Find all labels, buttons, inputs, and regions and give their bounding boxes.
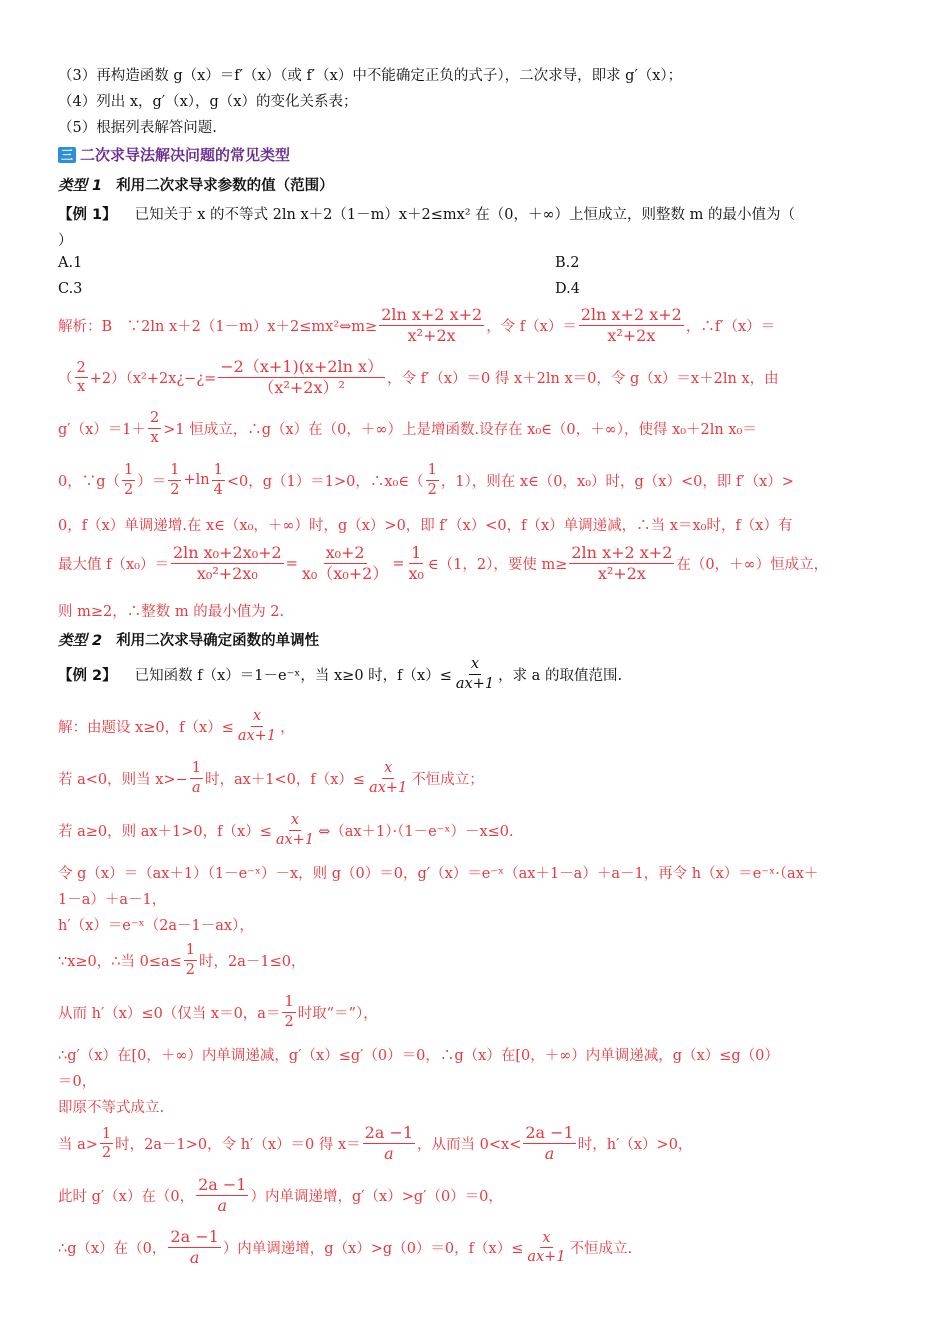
fraction-2-over-x-b [148, 410, 161, 446]
frac-num: x [382, 760, 394, 779]
fraction-half-c [426, 462, 439, 498]
solution1-text-g1: 则 m≥2，∴整数 m 的最小值为 2. [58, 604, 285, 620]
s2-text-2e: 不恒成立； [411, 771, 484, 788]
s2-text-2b: 时，ax＋1<0，f（x）≤ [204, 771, 366, 788]
fraction-s12a [100, 1126, 113, 1162]
frac-num: 2ln x+2 x+2 [379, 306, 484, 326]
s2-text-11: 即原不等式成立. [58, 1100, 165, 1116]
s2-text-8e: 时取“＝”）， [297, 1005, 378, 1022]
fraction-s2a [190, 760, 203, 796]
frac-den: a [192, 779, 201, 796]
solution1-line7 [58, 600, 894, 621]
section-heading [58, 144, 894, 165]
options-row-2 [58, 281, 894, 297]
step-4 [58, 90, 894, 111]
s2-text-7: ∵x≥0，∴当 0≤a≤ [58, 953, 182, 970]
solution1-line6: 最大值 f（x₀）＝ $\frac{\text{2ln x₀+2x₀+2}}{\text{x₀²+2x₀}}$ = $\frac{\text{x₀+2}}{\text{x₀（x₀+2）}}$ = $\frac{1}{\text{x₀}}$ ∈（1，2），要使 m≥ $\frac{\text{2ln x+2 x+2}}{\text{x²+2x}}$ 在（0，＋∞）恒成立， [58, 543, 829, 584]
fraction-max-1 [171, 544, 284, 584]
frac-den: 2 [101, 1145, 112, 1162]
type1-title: 利用二次求导求参数的值（范围） [116, 178, 334, 194]
frac-den: ax+1 [455, 675, 495, 692]
solution1-text-d1: 0，∵g（ [58, 473, 121, 490]
example1-close [58, 229, 894, 250]
solution2-line6 [58, 914, 894, 935]
frac-num: 1 [190, 760, 203, 779]
options-row-1 [58, 255, 894, 271]
s2-text-6: h′（x）＝e⁻ˣ（2a－1－ax）， [58, 918, 254, 934]
frac-den: ax+1 [369, 779, 408, 796]
fraction-s14b [525, 1230, 567, 1266]
solution1-text-b2: +2）（x²+2x¿−¿= [89, 371, 217, 388]
frac-den: 2 [284, 1013, 294, 1030]
section-number-icon: 三 [58, 147, 76, 163]
solution2-line10 [58, 1070, 894, 1091]
frac-num: 1 [184, 942, 197, 961]
type2-heading [58, 629, 894, 650]
solution2-line2 [58, 760, 894, 796]
type2-label: 类型 2 [58, 633, 103, 649]
solution1-text-a3: ，∴f′（x）＝ [685, 319, 776, 336]
solution2-line14 [58, 1228, 894, 1268]
s2-text-1: 解：由题设 x≥0，f（x）≤ [58, 719, 234, 736]
frac-den: ax+1 [527, 1249, 566, 1266]
solution1-text-d5: ，1），则在 x∈（0，x₀）时，g（x）<0，即 f′（x）> [440, 473, 794, 490]
frac-den: x [77, 379, 86, 396]
frac-den: ax+1 [275, 831, 315, 848]
s2-text-12: 当 a> [58, 1137, 98, 1154]
solution1-line1 [58, 306, 894, 346]
frac-num: 1 [282, 994, 295, 1013]
fraction-max-4 [569, 544, 674, 584]
example1-question [58, 203, 894, 224]
frac-num: 2a −1 [363, 1124, 415, 1144]
solution1-text-d2: ）＝ [137, 473, 167, 490]
frac-den: x [150, 429, 159, 446]
frac-den: x₀ [408, 564, 424, 584]
frac-den: 2 [427, 481, 437, 498]
frac-num: 2 [148, 410, 161, 429]
fraction-f-2 [579, 306, 684, 346]
frac-num: 2a −1 [196, 1176, 248, 1196]
frac-den: ax+1 [237, 727, 277, 744]
fraction-half-a [122, 462, 135, 498]
frac-num: 2ln x+2 x+2 [569, 544, 674, 564]
frac-den: a [189, 1248, 200, 1268]
s2-text-3e: ⇔（ax＋1）·（1－e⁻ˣ）－x≤0. [318, 823, 514, 840]
frac-num: x₀+2 [324, 544, 367, 564]
solution1-text-c1: g′（x）＝1＋ [58, 421, 146, 438]
solution2-line9 [58, 1044, 894, 1065]
example2-text-1: 已知函数 f（x）＝1－e⁻ˣ，当 x≥0 时，f（x）≤ [134, 667, 452, 684]
s2-text-13e: ）内单调递增，g′（x）>g′（0）＝0， [250, 1189, 503, 1206]
fraction-max-3 [406, 544, 425, 584]
frac-den: 2 [170, 481, 180, 498]
frac-den: x²+2x [607, 326, 656, 346]
step-4-text: （4）列出 x，g′（x），g（x）的变化关系表； [58, 94, 358, 110]
solution2-line3 [58, 812, 894, 848]
example1-close-paren: ） [58, 233, 73, 249]
frac-num: 2ln x₀+2x₀+2 [171, 544, 284, 564]
solution2-line12 [58, 1124, 894, 1164]
frac-num: −2（x+1)(x+2ln x） [218, 358, 385, 378]
frac-num: 1 [426, 462, 439, 481]
s2-text-10: ＝0， [58, 1074, 97, 1090]
fraction-quarter [212, 462, 225, 498]
type1-heading [58, 174, 894, 195]
frac-den: a [544, 1144, 555, 1164]
s2-text-2: 若 a<0，则当 x>− [58, 771, 188, 788]
solution1-text-d4: <0，g（1）＝1>0，∴x₀∈（ [226, 473, 424, 490]
step-3-text: （3）再构造函数 g（x）＝f′（x）（或 f′（x）中不能确定正负的式子），二次求导，即求 g′（x）； [58, 68, 683, 84]
solution2-line1 [58, 708, 894, 744]
example2-tag: 【例 2】 [58, 667, 117, 684]
solution1-line2 [58, 358, 894, 398]
s2-text-1e: ， [280, 719, 295, 736]
solution2-line4 [58, 862, 894, 883]
solution1-text-f5: 在（0，＋∞）恒成立， [676, 557, 829, 574]
step-5-text: （5）根据列表解答问题. [58, 120, 217, 136]
option-c: C.3 [58, 281, 83, 297]
s2-text-13: 此时 g′（x）在（0， [58, 1189, 195, 1206]
fraction-derivative [218, 358, 385, 398]
example1-text: 已知关于 x 的不等式 2ln x＋2（1－m）x＋2≤mx² 在（0，＋∞）上恒成立，则整数 m 的最小值为（ [134, 207, 796, 223]
s2-text-8: 从而 h′（x）≤0（仅当 x＝0，a＝ [58, 1005, 281, 1022]
fraction-s13 [196, 1176, 248, 1216]
solution1-text-b0: （ [58, 371, 73, 388]
fraction-s14a [168, 1228, 220, 1268]
s2-text-14b: ）内单调递增，g（x）>g（0）＝0，f（x）≤ [222, 1241, 524, 1258]
s2-text-4: 令 g（x）＝（ax＋1）（1－e⁻ˣ）－x，则 g（0）＝0，g′（x）＝e⁻ˣ（ax＋1－a）＋a－1，再令 h（x）＝e⁻ˣ·（ax＋ [58, 866, 819, 882]
frac-den: 4 [213, 481, 223, 498]
example1-tag: 【例 1】 [58, 207, 117, 223]
fraction-s3 [274, 812, 316, 848]
solution1-text-c2: >1 恒成立，∴g（x）在（0，＋∞）上是增函数.设存在 x₀∈（0，＋∞），使得 x₀＋2ln x₀＝ [163, 421, 757, 438]
frac-num: 1 [168, 462, 181, 481]
fraction-s12b [363, 1124, 415, 1164]
frac-den: （x²+2x）² [258, 378, 345, 398]
step-5 [58, 116, 894, 137]
frac-num: 1 [122, 462, 135, 481]
frac-den: a [384, 1144, 394, 1164]
frac-den: x₀（x₀+2） [301, 564, 389, 584]
s2-text-12e: 时，h′（x）>0， [577, 1137, 693, 1154]
frac-den: 2 [185, 961, 196, 978]
s2-text-14e: 不恒成立. [569, 1241, 633, 1258]
solution1-text-a1: 解析：B ∵2ln x＋2（1－m）x＋2≤mx²⇔m≥ [58, 319, 378, 336]
solution2-line11 [58, 1096, 894, 1117]
solution1-text-b4: ，令 f′（x）＝0 得 x＋2ln x＝0，令 g（x）＝x＋2ln x，由 [387, 371, 779, 388]
fraction-s1 [236, 708, 278, 744]
solution1-text-d3: +ln [183, 472, 210, 489]
solution1-text-f4: ∈（1，2），要使 m≥ [427, 557, 568, 574]
solution2-line7 [58, 942, 894, 978]
example2-text-2: ，求 a 的取值范围. [498, 667, 623, 684]
solution1-line3 [58, 410, 894, 446]
s2-text-12b: 时，2a－1>0，令 h′（x）＝0 得 x＝ [115, 1137, 361, 1154]
s2-text-14: ∴g（x）在（0， [58, 1241, 167, 1258]
frac-num: 2ln x+2 x+2 [579, 306, 684, 326]
solution1-line4 [58, 462, 894, 498]
fraction-s7 [184, 942, 197, 978]
step-3 [58, 64, 894, 85]
solution1-text-a2: ，令 f（x）＝ [486, 319, 577, 336]
frac-den: 2 [124, 481, 134, 498]
solution1-text-f0: 最大值 f（x₀）＝ [58, 557, 169, 574]
fraction-half-b [168, 462, 181, 498]
frac-num: 2a −1 [168, 1228, 220, 1248]
fraction-x-over-ax1 [454, 656, 496, 692]
frac-num: 2a −1 [523, 1124, 575, 1144]
fraction-s8 [282, 994, 295, 1030]
frac-den: x²+2x [597, 564, 646, 584]
frac-num: x [469, 656, 481, 675]
frac-num: x [289, 812, 301, 831]
type2-title: 利用二次求导确定函数的单调性 [116, 633, 320, 649]
fraction-2-over-x [75, 360, 88, 396]
fraction-s12c [523, 1124, 575, 1164]
type1-label: 类型 1 [58, 178, 103, 194]
option-b: B.2 [555, 255, 580, 271]
option-a: A.1 [58, 255, 83, 271]
frac-num: 2 [75, 360, 88, 379]
section-title: 二次求导法解决问题的常见类型 [80, 146, 291, 164]
solution2-line13 [58, 1176, 894, 1216]
solution2-line8 [58, 994, 894, 1030]
frac-den: a [217, 1196, 228, 1216]
s2-text-12c: ，从而当 0<x< [417, 1137, 522, 1154]
frac-num: x [251, 708, 263, 727]
fraction-max-2 [300, 544, 390, 584]
s2-text-5: 1－a）＋a－1， [58, 892, 167, 908]
frac-num: 1 [212, 462, 225, 481]
frac-num: x [540, 1230, 552, 1249]
solution1-line5 [58, 514, 894, 535]
frac-den: x₀²+2x₀ [196, 564, 258, 584]
example2-question [58, 656, 894, 692]
solution2-line5 [58, 888, 894, 909]
frac-den: x²+2x [407, 326, 456, 346]
option-d: D.4 [555, 281, 580, 297]
solution1-text-e1: 0，f（x）单调递增.在 x∈（x₀，＋∞）时，g（x）>0，即 f′（x）<0，f（x）单调递减，∴当 x＝x₀时，f（x）有 [58, 518, 793, 534]
s2-text-9: ∴g′（x）在[0，＋∞）内单调递减，g′（x）≤g′（0）＝0，∴g（x）在[0，＋∞）内单调递减，g（x）≤g（0） [58, 1048, 779, 1064]
s2-text-7e: 时，2a－1≤0， [199, 953, 306, 970]
frac-num: 1 [409, 544, 423, 564]
frac-num: 1 [100, 1126, 113, 1145]
s2-text-3: 若 a≥0，则 ax＋1>0，f（x）≤ [58, 823, 272, 840]
fraction-s2b [367, 760, 409, 796]
fraction-f [379, 306, 484, 346]
